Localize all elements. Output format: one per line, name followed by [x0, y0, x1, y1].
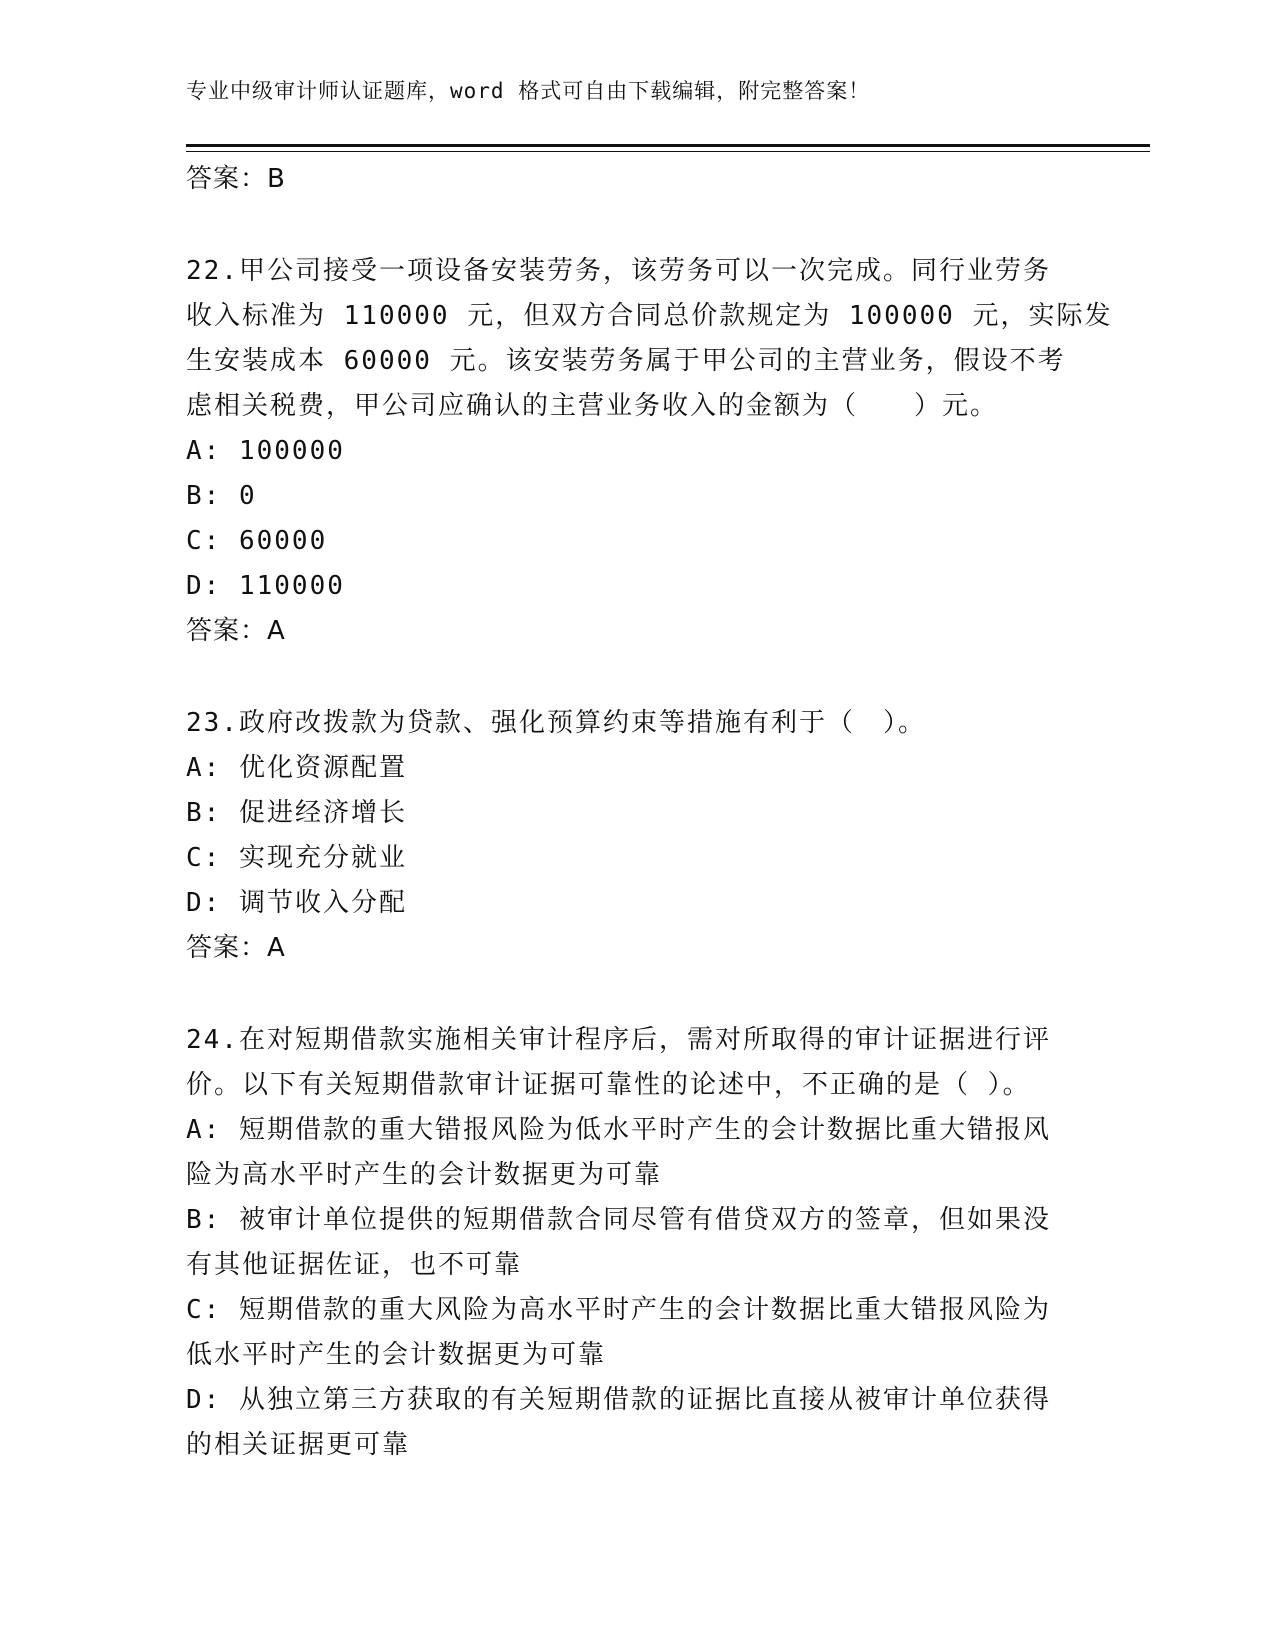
option-d: D: 从独立第三方获取的有关短期借款的证据比直接从被审计单位获得 [186, 1385, 1051, 1415]
option-c: C: 60000 [186, 526, 328, 556]
question-23 [186, 701, 1086, 971]
option-d: D: 调节收入分配 [186, 888, 407, 918]
spacer [186, 971, 1086, 1018]
question-text-line: 23.政府改拨款为贷款、强化预算约束等措施有利于（ ）。 [186, 708, 926, 738]
option-c: C: 短期借款的重大风险为高水平时产生的会计数据比重大错报风险为 [186, 1295, 1051, 1325]
option-c: C: 实现充分就业 [186, 843, 407, 873]
spacer [186, 654, 1086, 701]
option-b-continued: 有其他证据佐证，也不可靠 [186, 1250, 523, 1280]
question-22 [186, 249, 1113, 654]
option-a: A: 短期借款的重大错报风险为低水平时产生的会计数据比重大错报风 [186, 1115, 1051, 1145]
option-a: A: 优化资源配置 [186, 753, 407, 783]
answer-23: 答案：A [186, 933, 286, 963]
question-text-line: 22.甲公司接受一项设备安装劳务，该劳务可以一次完成。同行业劳务 [186, 256, 1051, 286]
header-rule-thick [186, 144, 1150, 147]
option-d-continued: 的相关证据更可靠 [186, 1430, 411, 1460]
question-text-line: 24.在对短期借款实施相关审计程序后，需对所取得的审计证据进行评 [186, 1025, 1051, 1055]
option-b: B: 被审计单位提供的短期借款合同尽管有借贷双方的签章，但如果没 [186, 1205, 1051, 1235]
option-c-continued: 低水平时产生的会计数据更为可靠 [186, 1340, 607, 1370]
header-rule-thin [186, 151, 1150, 152]
question-text-line: 生安装成本 60000 元。该安装劳务属于甲公司的主营业务，假设不考 [186, 346, 1066, 376]
question-text-line: 收入标准为 110000 元，但双方合同总价款规定为 100000 元，实际发 [186, 301, 1113, 331]
page-header: 专业中级审计师认证题库，word 格式可自由下载编辑，附完整答案！ [186, 79, 871, 103]
question-text-line: 虑相关税费，甲公司应确认的主营业务收入的金额为（ ）元。 [186, 391, 999, 421]
question-text-line: 价。以下有关短期借款审计证据可靠性的论述中，不正确的是（ ）。 [186, 1070, 1031, 1100]
answer-21: 答案：B [186, 164, 286, 194]
option-b: B: 0 [186, 481, 257, 511]
question-24 [186, 1018, 1086, 1468]
option-d: D: 110000 [186, 571, 345, 601]
option-b: B: 促进经济增长 [186, 798, 407, 828]
document-body [186, 157, 1113, 1468]
option-a: A: 100000 [186, 436, 345, 466]
option-a-continued: 险为高水平时产生的会计数据更为可靠 [186, 1160, 663, 1190]
answer-22: 答案：A [186, 616, 286, 646]
spacer [186, 202, 1086, 249]
